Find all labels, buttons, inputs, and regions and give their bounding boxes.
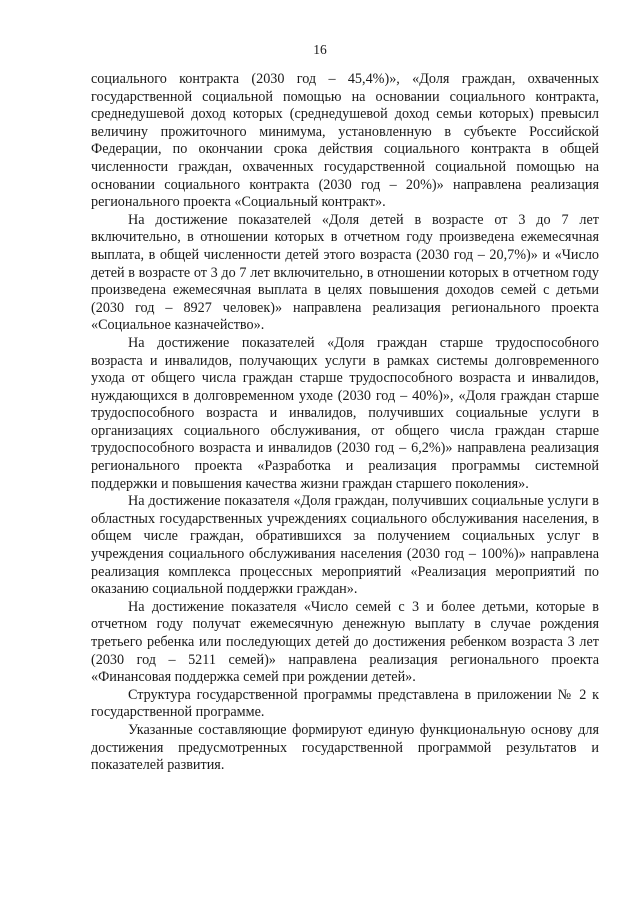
- paragraph-social-treasury: На достижение показателей «Доля детей в возрасте от 3 до 7 лет включительно, в отношении которых в отчетном году произведена ежемесячная выплата, в общей численности детей этого возраста (2030 год – 20,7%)» и «Число детей в возрасте от 3 до 7 лет включительно, в отношении которых в отчетном году произведена ежемесячная выплата в целях повышения доходов семей с детьми (2030 год – 8927 человек)» направлена реализация регионального проекта «Социальное казначейство».: [91, 211, 599, 334]
- page-number: 16: [313, 42, 327, 57]
- paragraph-family-financial-support: На достижение показателя «Число семей с 3 и более детьми, которые в отчетном году получат ежемесячную денежную выплату в случае рождения третьего ребенка или последующих детей до достижения ребенком возраста 3 лет (2030 год – 5211 семей)» направлена реализация регионального проекта «Финансовая поддержка семей при рождении детей».: [91, 598, 599, 686]
- paragraph-social-services: На достижение показателя «Доля граждан, получивших социальные услуги в областных государственных учреждениях социального обслуживания населения, в общем числе граждан, обратившихся за получением социальных услуг в учреждения социального обслуживания населения (2030 год – 100%)» направлена реализация комплекса процессных мероприятий «Реализация мероприятий по оказанию социальной поддержки граждан».: [91, 493, 599, 598]
- paragraph-program-structure: Структура государственной программы представлена в приложении № 2 к государственной программе.: [91, 686, 599, 721]
- paragraph-social-contract-continuation: социального контракта (2030 год – 45,4%)», «Доля граждан, охваченных государственной социальной помощью на основании социального контракта, среднедушевой доход которых (среднедушевой доход семьи которых) превысил величину прожиточного минимума, установленную в субъекте Российской Федерации, по окончании срока действия социального контракта в общей численности граждан, охваченных государственной социальной помощью на основании социального контракта (2030 год – 20%)» направлена реализация регионального проекта «Социальный контракт».: [91, 71, 599, 211]
- paragraph-functional-basis: Указанные составляющие формируют единую функциональную основу для достижения предусмотренных государственной программой результатов и показателей развития.: [91, 721, 599, 774]
- paragraph-senior-citizens-support: На достижение показателей «Доля граждан старше трудоспособного возраста и инвалидов, получающих услуги в рамках системы долговременного ухода от общего числа граждан старше трудоспособного возраста и инвалидов, нуждающихся в долговременном уходе (2030 год – 40%)», «Доля граждан старше трудоспособного возраста и инвалидов, получивших социальные услуги в организациях социального обслуживания, от общего числа граждан старше трудоспособного возраста и инвалидов (2030 год – 6,2%)» направлена реализация регионального проекта «Разработка и реализация программы системной поддержки и повышения качества жизни граждан старшего поколения».: [91, 334, 599, 492]
- document-body: [91, 71, 599, 775]
